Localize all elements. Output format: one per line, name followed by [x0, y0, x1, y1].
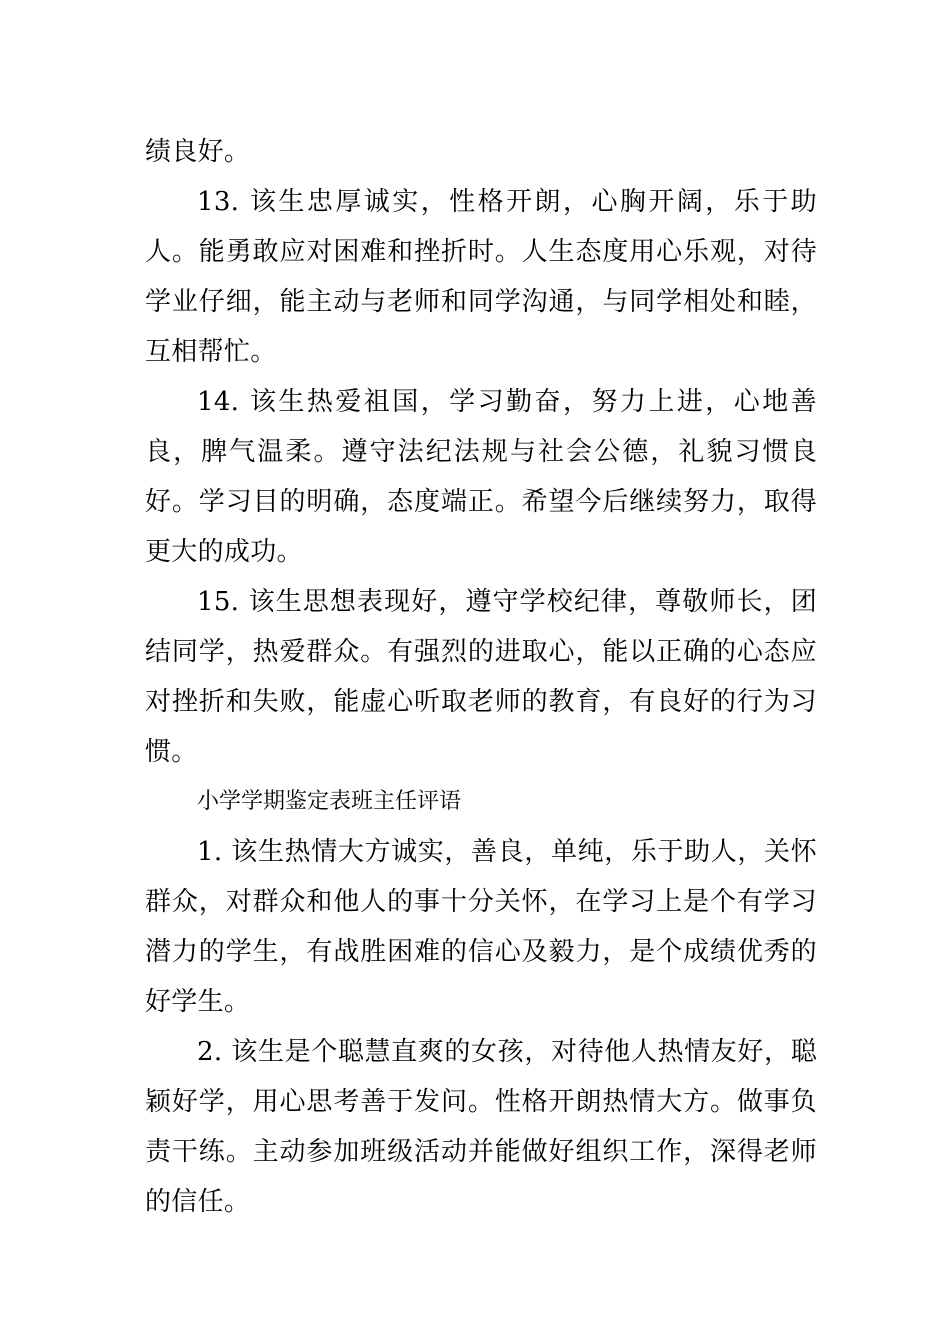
section-heading: 小学学期鉴定表班主任评语 — [197, 789, 462, 814]
comment-2-paragraph: 2. 该生是个聪慧直爽的女孩，对待他人热情友好，聪颖好学，用心思考善于发问。性格开朗热情大方。做事负责干练。主动参加班级活动并能做好组织工作，深得老师的信任。 — [145, 1037, 817, 1217]
comment-13-paragraph: 13. 该生忠厚诚实，性格开朗，心胸开阔，乐于助人。能勇敢应对困难和挫折时。人生态度用心乐观，对待学业仔细，能主动与老师和同学沟通，与同学相处和睦，互相帮忙。 — [145, 187, 817, 367]
comment-14-paragraph: 14. 该生热爱祖国，学习勤奋，努力上进，心地善良，脾气温柔。遵守法纪法规与社会公德，礼貌习惯良好。学习目的明确，态度端正。希望今后继续努力，取得更大的成功。 — [145, 387, 817, 567]
comment-1-paragraph: 1. 该生热情大方诚实，善良，单纯，乐于助人，关怀群众，对群众和他人的事十分关怀，在学习上是个有学习潜力的学生，有战胜困难的信心及毅力，是个成绩优秀的好学生。 — [145, 837, 817, 1017]
continuation-paragraph: 绩良好。 — [145, 137, 251, 167]
comment-15-paragraph: 15. 该生思想表现好，遵守学校纪律，尊敬师长，团结同学，热爱群众。有强烈的进取心，能以正确的心态应对挫折和失败，能虚心听取老师的教育，有良好的行为习惯。 — [145, 587, 817, 767]
document-page — [145, 127, 817, 1227]
